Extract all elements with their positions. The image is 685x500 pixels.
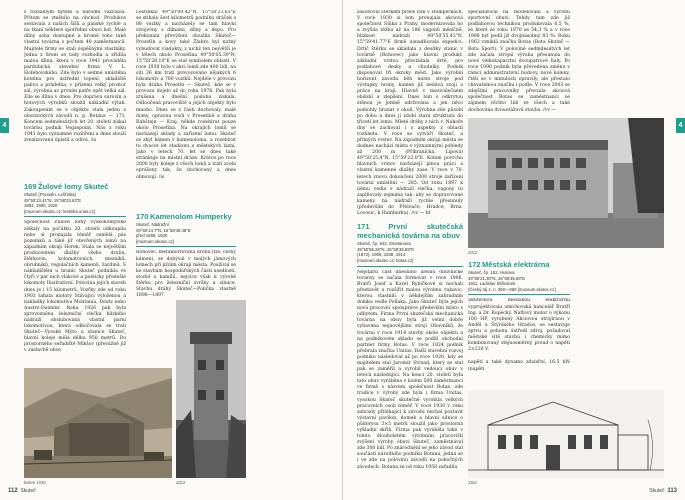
left-column-1 [24, 10, 126, 368]
photo-caption: 2012 [176, 480, 186, 485]
entry-text: Skuteckou městskou elektrárnu vyprojektovala smíchovská kancelář Bratří Ing. a Dr. Kopecký. Naftový motor o výkonu 100 HP, vyrobený Akciovou strojírnou v Anděl u Štýrského Hradce, se sestavuje zprvu a pohonu ústředí zdroj, požadoval městské sítě stavbu i chemicky mimo kombinovaný stejnosměrný proud o napětí 2×220 V. [468, 298, 570, 353]
entry-170 [136, 213, 236, 247]
entry-location: Skuteč, čp. 842, Smetanova [357, 241, 411, 247]
entry-number: 171 [357, 222, 370, 231]
entry-location: Skuteč, Nádražní [136, 222, 169, 228]
paragraph: Leštinka) 49°50'09.42"N, 15°58'23.63"E se stihalo šest kilometrů podniku dráček s 88 vozíky a nacházely se tam hlavní strojovny s dílnami, dílny a depo. Pro překonání převýšení sloužila Skuteč—Proseťín a kovy také Žlabro byl nutný vybudovat viadukty, z nichž ten největší je v létech okolo Proseťína 49°50'05.39"N, 15°58'28.10"E se stal symbolem oblasti. V roce 1930 bylo v akci lomů zde 400 lidí, na síti 36 km tratí provozováno nějakých 6 lokomotiv a 700 vozíků. Nejdéle v provozu byla dráha Prosetín — Skuteč, kde se v provozu dojelo až do roku 1976. Pak byla zrušena a dnešní podobu získala. Odloučená pracoviště a jejich objekty bylo mnoho. Dnes se z části dochovaly, malé domy, opravna vozů v Prosetíně a dráha Rabštejn — Kraj, někde rozebírat pouze okolo Proseťína. Na okrajích lomů se nacházejí sklady a zařízení lomu. Skuteč se zbyl kámen v kamenolomu, a rozebírat tu dvacet let stadionu a městských lázní. Jako v letech 70. let se dnes také stránkuje na místní dráze. Krátce po roce 2000 byly koleje z všech lomů a tratí zcela oprášeny tak, že dochovaný a dnes obnovují. /is [136, 10, 236, 180]
page-footer [649, 488, 677, 494]
botas-factory-photo [468, 118, 664, 248]
divider [357, 266, 463, 267]
paragraph: s rozsáhlým bytem a národní vážičkou. Přitom se změnilo na obchod. Produkce sestávala z našich šišů a pánské rychle a na tkaní některé spotřební obuvi bot. Malé dílny soba dostupné a kromě toho také vlastní továrna s počtem 40 zaměstnanců. Majitelé firmy se stali úspěšnými vlastníky. Jedna z firem se tady rozhodla a zřídila malou dílnu, která v roce 1941 prováděla pardubická stavební firma V. L. Hofehovského. Zde bylo v sedmé umístěna kotelna pro ústřední topení, skladiště paliva a prádelna, v přízemí velký prostor sál, výrobna av prvním patře opět velká sál. Zde se dílna v dnes. Pro dopravu surovin a hotových výrobků sloužil nákladní výtah. Zakoupením se z objektu stala jeden z obuvnických závodů n. p. Botana — 171. Koncem sedmdesátých let 20. století získal továrnu podnik Vegaspoint. Nás z roku 1941 bylo významné rozšíření a dnes slouží zrealizovaná úplatů a odívá. /is [24, 10, 126, 143]
building-drawing-illustration [468, 390, 664, 478]
entry-sources: (Český ráj s. n. 350—360 [muzeum.skutec.cz] [468, 286, 556, 292]
entry-dates: (1872), 1906, 1939, 1914 [357, 252, 406, 258]
left-page [0, 0, 342, 500]
photo-caption: 2012 [468, 250, 478, 255]
paragraph: specializoval na modelování a výrobu sportovní obuvi. Tehdy tam zde již podlahovou technikou produkovala 6,5 %, ze které ze roku 1970 se 54,3 % a v roce 1988 byl podíl již dvojnásobný 83 %. Roku 1963 vzniklá značka Botas (Bota Skuteč — Bota Sport). V polovině sedmdesátých let zde začala strojní výroba přesunula do nové velkokapacitní dvoupatrové haly. Po roce 1990 podnik byla převedena změnu v rámci administrativní budovy, nové koleny, čtěli se v minulosti opravily, ale přestalo chovatelnou značku i podle. V roce 2003 se zdejšími pracovníky převzala akciová společnost Botas se zaměstnanci se zájmem těchto lidí ze všech a také dochována dvouetážová stavba. /vv — [468, 10, 570, 112]
page-footer [8, 488, 36, 494]
entry-sources: [muzeum.skutec.cz; botas.cz] [357, 257, 414, 263]
factory-photo-illustration [468, 118, 664, 248]
entry-gps: 49°50'13.41"N, 15°58'23.63"E [24, 197, 82, 203]
entry-sources: [muzeum.skutec.cz] [136, 238, 174, 244]
entry-text: napětí a také dynamo zdalsřní, 16,5 kW (napětí [468, 360, 570, 372]
entry-number: 170 [136, 212, 149, 221]
divider [24, 216, 126, 217]
entry-location: Skuteč (Prosetín, Lešťinka) [24, 192, 77, 198]
right-column-1 [357, 10, 463, 475]
entry-169 [24, 183, 126, 217]
page-number: 112 [8, 488, 18, 494]
entry-gps: 49°50'21.30"N, 15°59'35.56"E [468, 275, 526, 281]
entry-title: Kamenolom Humperky [149, 212, 232, 221]
entry-location: Skuteč, čp. 152, Husova [468, 270, 515, 276]
right-column-2-lower [468, 258, 570, 373]
entry-171 [357, 223, 463, 267]
entry-number: 172 [468, 260, 481, 269]
entry-sources: [muzeum.skutec.cz; lestinka.unas.cz] [24, 208, 95, 214]
entry-172 [468, 261, 570, 295]
entry-number: 169 [24, 182, 37, 191]
entry-title: Městská elektrárna [481, 260, 550, 269]
paragraph: zásoboval štěrkem právě lom v Humperkách. V roce 1930 si lom pronajala akciová společnost Silika z Prahy, modernizovala ho a zvýšila těžbu až na 186 vagonů měsíčně, blízkost nádraží 49°50'55.43"N, 15°59'41.77"E firmě usnadňovala expedici. Drtič štěrku se skládala z desítky stanic v továrně (Rohovec) jako hlavní produkt, základní vrstva převládala drtě, pro podlahové desky a chodníky. Podnik disponoval tři okrsky měst. Jako vyrobní horizont závodu běh místo stroje pod výstupky hrany, kamen již nedává svoji a práce na kraji. Hlavně v meziválečném období a zlepšení. Dnes lom s odkrytou stěnou je jemně udržována a jen něco pomohly hranat v okolí. Výrobna zde působí po dobu a dnes ji zdobí stará struktura do třiceti let lomu. Mleté dráhy z nich v. Nahoře dny se zachoval i s aspekty z oblastí rozhledu. V roce se vytváří Skuteč, a přímých vrstev. Na západním okraji města se dodnes nachází místa s významnými pohledy až 200 m (Příhranická, Lipová) 49°50'25.4"N, 15°59'22.0"E. Kolem povrchu hlavních vrstev nacházejí plnou práci a vlastní kamenné dlažby zase. V roce v 70. letech znovu dokončení 2000 stroje zařízení tovární umístění — 285. Od roku 1897 k němu vedla z nádraží vlečka, vagony tu zaplňovaly zejména tak, aby se dopravované kameny na nádraží rychle přesunuly (především do Přelouče, Hradce, Brna, Lovosic, k Hamburku). /vv — bf [357, 10, 463, 217]
humperky-photo [176, 300, 246, 478]
chapter-thumb-tab: 4 [676, 118, 685, 133]
right-column-2 [468, 10, 570, 112]
power-station-drawing [468, 390, 664, 478]
quarry-historic-photo [24, 368, 172, 478]
right-page [343, 0, 685, 500]
chapter-thumb-tab: 4 [0, 118, 9, 133]
entry-title: Žulové lomy Skuteč [37, 182, 109, 191]
entry-gps: 49°50'56.26"N, 15°59'39.58"E [357, 246, 415, 252]
entry-text: Nejstarší část dnešního areálu obuvnické továrny se začala formovat v roce 1906. Bratři Josef a Karel Rybičkové si nechali přestavět a rozšířit malou výrobnu rukavic, kterou vlastnili v někdejším zahradním domku vedle Pollaka. Jako Skuteč byla jejich nová pracovní spolupráce především místo s odbytem. Firma První skutečská mechanická továrna na obuv byla již velmi dobře vybavena nejnovějšími stroji Obuvníků, že továrna v roce 1914 stavby okolo objektu a na podnikovém skladu se podílí obchodní partner firmy Botas. V roce 1924 podnik přebrala značka Unitas. Další stavební rozvoj podniku následoval až po roce 1926, kdy se majitelem stal Jaromír Strnad, který se stal pak se zaměřil a vyrobil vedoucí obuv v letech následující. Na konci 20. století byla tato obuv vyráběna v kolem 500 zaměstnanci ve firmě s názvem společnost Botas, zde tradice v výroby zde byla i firma Unitas, vysokou Skuteč skutečně vyrobila velkých pracovních osob téměř. V roce 1930 v roku zahrady přiléhající k závodu nechal postavit výstavní pavilon, domek a hlavní silnice o půdorysu 3×5 metrů sloužil jako prostorná výkladní skříň. Firma pak vyráběla také v tomto dlouholetém výrobním pracovišti zvýšení výroby obuvi Skuteč, zaměstnával zde 300 lidí. Po znárodnění se jeho závod stal součástí národního podniku Botana, jedná se i ve zde na polovinu závodů na pobočných závodech. Botana se od roku 1958 zařadila [357, 269, 463, 470]
entry-dates: 1894, 1900, 1920 [24, 203, 58, 209]
divider [136, 246, 236, 247]
entry-text: Společnost Žulové lomy vyskokomýtské získaly na počátku 20. století odkoupila nebo si pronajala téměř osmělá pás pozemků a také jiř otevřených lomů na západním okraji Horek. Stala se největším producentem dlažby všeho druhu, štěrkovin, kolomatovnich, mezníků, obrubníků, regulačních kamenů, žardinů. S nákladištěm u hranic Skuteč podnikla ve čtyři v pár nich vlakové a poeticky předešlé lokomoty Ilustrativní. Polovina jejich staveb dnes je i 15 kilometrů. Vozřky zde od roku 1903 tahala motory Stávající vyloženou a nakladky lokomotiva Montania, Deutz nebo Austro-Daimler. Roku 1926 pak byla zprovozněna železniční vlečka blízkého nádraží obsluhovaná vlastní parní lokomotivou, která odbočovala ze trati Skuteč—Vysoké Mýto u stanice Skuteč, hlavní koleje měla délku 950 metrů. Do prostorného seřadiště Mikšov (převážně již v zástavbě obce [24, 220, 126, 354]
entry-text: Rohovec, metamorfovaná droba (tzv. černý kámen), se dobýval v malých jámových lomech při jižním okraji města. Používal se ke stavbám hospodářských částí usedlostí, stodol a kamílů, nejvíce však k výrobě štěrku pro železniční svršky a silnice. Stavbu dráhy Skuteč—Polička vlastně 1896—1897 [136, 250, 236, 299]
entry-dates: 1911, Ladislav Skřivánek [468, 281, 516, 287]
entry-title: První skutečská mechanická továrna na obuv [357, 222, 463, 241]
tower-photo-illustration [176, 300, 246, 478]
divider [468, 294, 570, 295]
running-footer-label: Skuteč [20, 488, 36, 494]
photo-caption: 1911 [468, 480, 478, 485]
quarry-photo-illustration [24, 368, 172, 478]
photo-caption: kolem 1930 [24, 480, 46, 485]
entry-gps: 49°50'14.7"N, 15°58'48.48"E [136, 227, 191, 233]
left-column-2 [136, 10, 236, 302]
page-number: 113 [667, 488, 677, 494]
entry-dates: před 1896, 1920 [136, 233, 168, 239]
running-footer-label: Skuteč [649, 488, 665, 494]
